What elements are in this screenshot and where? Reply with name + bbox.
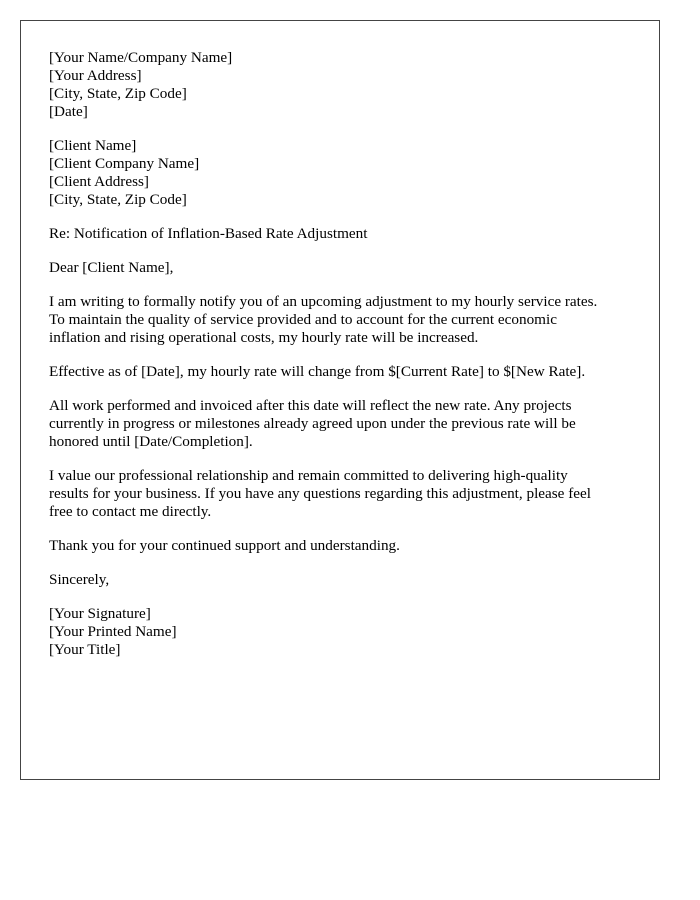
client-company: [Client Company Name] bbox=[49, 155, 200, 172]
letter-date: [Date] bbox=[49, 103, 88, 120]
signature: [Your Signature] bbox=[49, 605, 151, 622]
sender-address-line: [Your Address] bbox=[49, 67, 142, 84]
recipient-address bbox=[49, 137, 631, 209]
sender-address bbox=[49, 49, 631, 121]
body-paragraph-4 bbox=[49, 467, 631, 521]
text-line: honored until [Date/Completion]. bbox=[49, 433, 253, 450]
text-line: currently in progress or milestones already agreed upon under the previous rate will be bbox=[49, 415, 576, 432]
text-line: All work performed and invoiced after this date will reflect the new rate. Any projects bbox=[49, 397, 572, 414]
client-address: [Client Address] bbox=[49, 173, 149, 190]
text-line: I value our professional relationship and remain committed to delivering high-quality bbox=[49, 467, 568, 484]
text-line: free to contact me directly. bbox=[49, 503, 212, 520]
client-city-line: [City, State, Zip Code] bbox=[49, 191, 187, 208]
subject-line: Re: Notification of Inflation-Based Rate Adjustment bbox=[49, 225, 368, 242]
sender-city-line: [City, State, Zip Code] bbox=[49, 85, 187, 102]
closing: Sincerely, bbox=[49, 571, 110, 588]
text-line: To maintain the quality of service provided and to account for the current economic bbox=[49, 311, 557, 328]
client-name: [Client Name] bbox=[49, 137, 137, 154]
body-paragraph-1 bbox=[49, 293, 631, 347]
text-line: Thank you for your continued support and understanding. bbox=[49, 537, 400, 554]
title: [Your Title] bbox=[49, 641, 121, 658]
text-line: inflation and rising operational costs, my hourly rate will be increased. bbox=[49, 329, 479, 346]
text-line: results for your business. If you have any questions regarding this adjustment, please feel bbox=[49, 485, 591, 502]
text-line: I am writing to formally notify you of an upcoming adjustment to my hourly service rates. bbox=[49, 293, 598, 310]
printed-name: [Your Printed Name] bbox=[49, 623, 177, 640]
text-line: Effective as of [Date], my hourly rate will change from $[Current Rate] to $[New Rate]. bbox=[49, 363, 586, 380]
body-paragraph-3 bbox=[49, 397, 631, 451]
sender-name: [Your Name/Company Name] bbox=[49, 49, 233, 66]
body-paragraph-2 bbox=[49, 363, 631, 381]
signature-block bbox=[49, 605, 631, 659]
letter-page bbox=[20, 20, 660, 780]
salutation: Dear [Client Name], bbox=[49, 259, 174, 276]
body-paragraph-5 bbox=[49, 537, 631, 555]
